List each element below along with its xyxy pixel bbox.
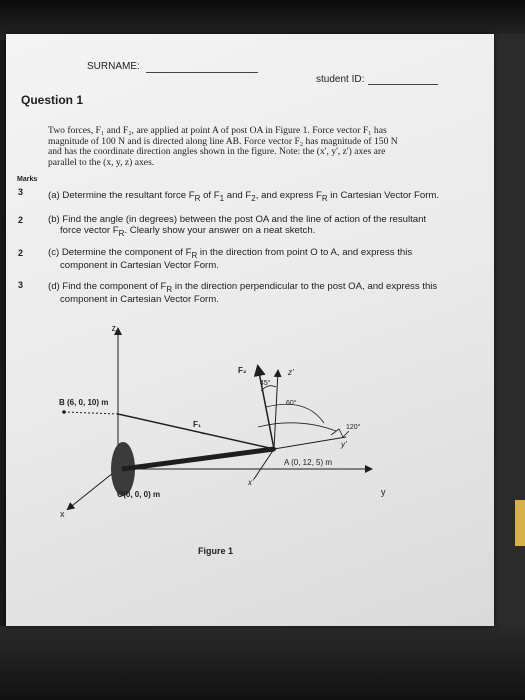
part-d-marks: 3 — [18, 280, 24, 290]
intro-line: parallel to the (x, y, z) axes. — [48, 156, 155, 168]
part-a-marks: 3 — [18, 187, 24, 197]
x-label: x — [60, 509, 65, 519]
angle-120-label: 120° — [346, 424, 361, 431]
exam-paper — [6, 34, 494, 626]
y-prime-label: y' — [341, 440, 347, 449]
point-b — [62, 410, 66, 414]
point-a-label: A (0, 12, 5) m — [284, 458, 333, 467]
f2-label: F₂ — [238, 366, 247, 375]
point-o-label: O(0, 0, 0) m — [117, 490, 161, 499]
angle-60-label: 60° — [286, 400, 297, 407]
question-intro — [48, 126, 398, 168]
question-title: Question 1 — [21, 93, 84, 107]
student-id-field-line[interactable] — [368, 84, 438, 85]
angle-45-label: 45° — [260, 380, 271, 387]
figure-1-diagram — [6, 319, 494, 589]
part-a-text: (a) Determine the resultant force $F_R$ of $F_1$ and $F_2$, and express $F_R$ in Cartesian Vector Form. — [48, 190, 440, 203]
part-d-text: (d) Find the component of $F_R$ in the direction perpendicular to the post OA, and express this component in Cartesian Vector Form. — [48, 281, 438, 306]
post-oa — [122, 449, 274, 469]
student-id-label: student ID: — [316, 74, 365, 85]
line-to-b — [64, 412, 118, 414]
x-axis — [68, 469, 118, 509]
part-b-marks: 2 — [18, 215, 24, 225]
x-prime-label: x' — [248, 478, 254, 487]
intro-line: and has the coordinate direction angles shown in the figure. Note: the (x', y', z') axes are — [48, 146, 386, 157]
f1-label: F₁ — [193, 420, 202, 429]
z-label: z — [111, 323, 116, 333]
marks-label: Marks — [17, 176, 38, 183]
intro-line: magnitude of 100 N and is directed along line AB. Force vector F₂ has magnitude of 150 N — [48, 135, 398, 147]
z-prime-axis — [274, 371, 278, 449]
y-label: y — [381, 487, 386, 497]
intro-line: Two forces, F₁ and F₂, are applied at point A of post OA in Figure 1. Force vector F₁ has — [48, 125, 387, 136]
surname-field-line[interactable] — [146, 72, 258, 73]
part-b-text: (b) Find the angle (in degrees) between the post OA and the line of action of the resultant force vector $F_R$. Clearly show your answer on a neat sketch. — [48, 214, 427, 238]
z-prime-label: z' — [288, 368, 294, 377]
binder-tab — [515, 500, 525, 546]
figure-caption: Figure 1 — [198, 546, 234, 556]
point-a — [272, 447, 276, 451]
background-desk — [0, 626, 525, 700]
point-b-label: B (6, 0, 10) m — [59, 398, 109, 407]
y-prime-axis — [274, 437, 346, 449]
part-c-text: (c) Determine the component of $F_R$ in the direction from point O to A, and express this component in Cartesian Vector Form. — [48, 247, 413, 272]
surname-label: SURNAME: — [87, 61, 140, 72]
angle-60-arc — [266, 404, 324, 423]
part-c-marks: 2 — [18, 248, 24, 258]
